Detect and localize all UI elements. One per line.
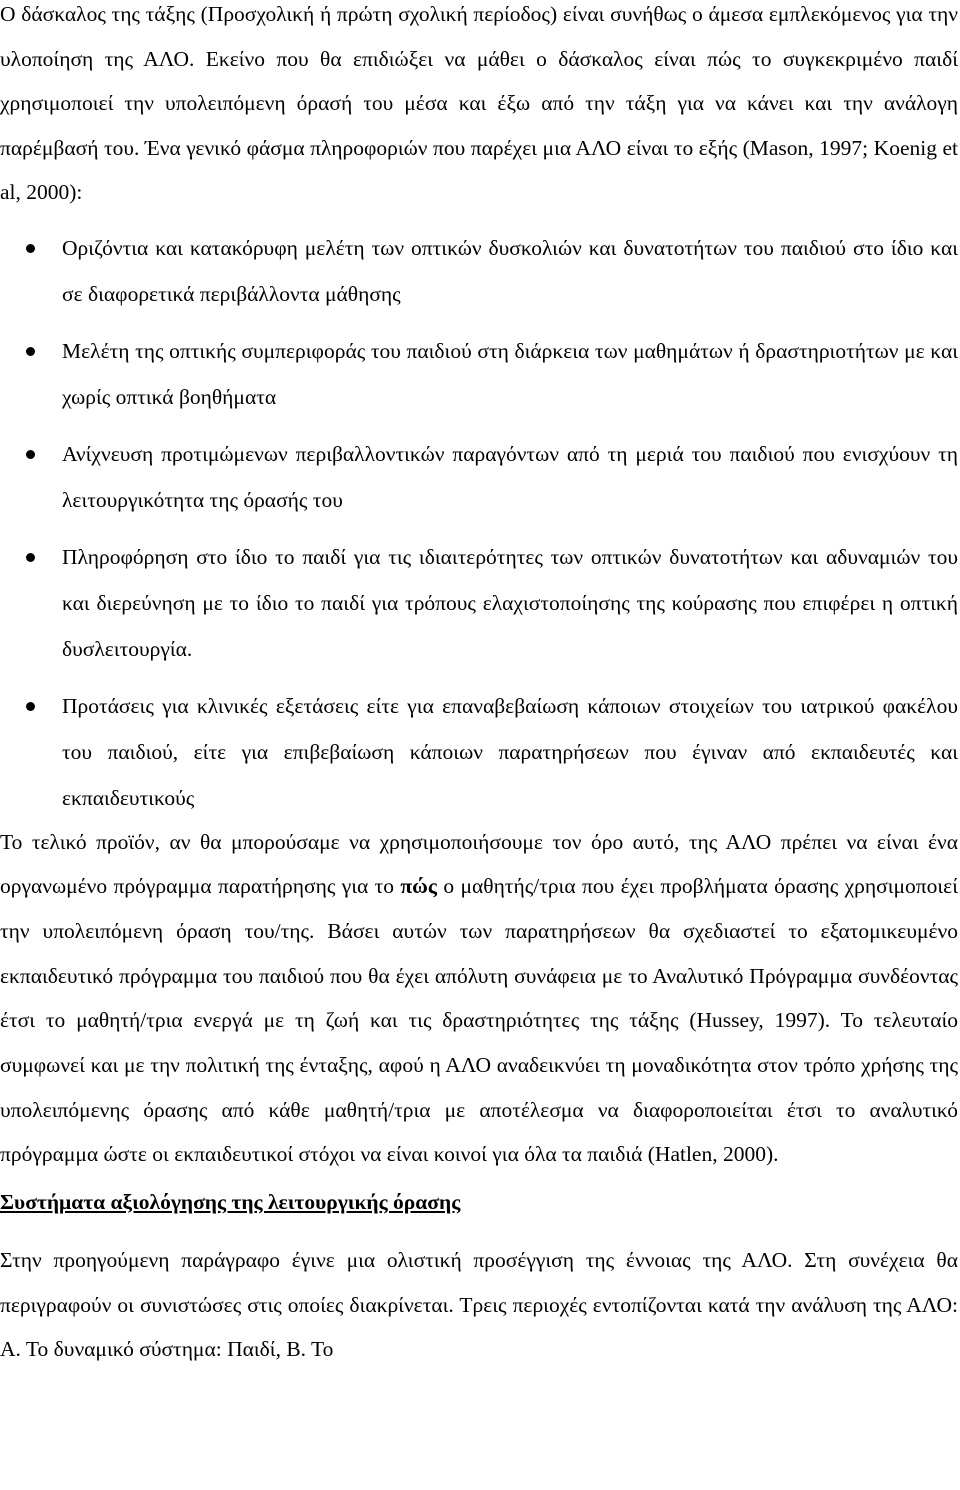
list-item-text: Ανίχνευση προτιμώμενων περιβαλλοντικών παραγόντων από τη μεριά του παιδιού που ενισχύουν τη λειτουργικότητα της όρασής του [62, 441, 958, 512]
bullet-icon [26, 702, 35, 711]
list-item [0, 683, 958, 821]
list-item [0, 328, 958, 420]
paragraph-final-product [0, 820, 958, 1178]
list-item [0, 431, 958, 523]
list-item [0, 534, 958, 672]
list-item-text: Μελέτη της οπτικής συμπεριφοράς του παιδιού στη διάρκεια των μαθημάτων ή δραστηριοτήτων με και χωρίς οπτικά βοηθήματα [62, 338, 958, 409]
list-item [0, 225, 958, 317]
list-item-text: Οριζόντια και κατακόρυφη μελέτη των οπτικών δυσκολιών και δυνατοτήτων του παιδιού στο ίδιο και σε διαφορετικά περιβάλλοντα μάθησης [62, 235, 958, 306]
paragraph-text: ο μαθητής/τρια που έχει προβλήματα όρασης χρησιμοποιεί την υπολειπόμενη όραση του/της. Βάσει αυτών των παρατηρήσεων θα σχεδιαστεί το εξατομικευμένο εκπαιδευτικό πρόγραμμα του παιδιού που θα έχει απόλυτη συνάφεια με το Αναλυτικό Πρόγραμμα συνδέοντας έτσι το μαθητή/τρια ενεργά με τη ζωή και τις δραστηριότητες της τάξης (Hussey, 1997). Το τελευταίο συμφωνεί και με την πολιτική της ένταξης, αφού η ΑΛΟ αναδεικνύει τη μοναδικότητα στον τρόπο χρήσης της υπολειπόμενης όρασης από κάθε μαθητή/τρια με αποτέλεσμα να διαφοροποιείται έτσι το αναλυτικό πρόγραμμα ώστε οι εκπαιδευτικοί στόχοι να είναι κοινοί για όλα τα παιδιά (Hatlen, 2000). [0, 874, 958, 1167]
paragraph-intro: Ο δάσκαλος της τάξης (Προσχολική ή πρώτη σχολική περίοδος) είναι συνήθως ο άμεσα εμπλεκόμενος για την υλοποίηση της ΑΛΟ. Εκείνο που θα επιδιώξει να μάθει ο δάσκαλος είναι πώς το συγκεκριμένο παιδί χρησιμοποιεί την υπολειπόμενη όρασή του μέσα και έξω από την τάξη για να κάνει και την ανάλογη παρέμβασή του. Ένα γενικό φάσμα πληροφοριών που παρέχει μια ΑΛΟ είναι το εξής (Mason, 1997; Koenig et al, 2000): [0, 2, 958, 204]
list-item-text: Πληροφόρηση στο ίδιο το παιδί για τις ιδιαιτερότητες των οπτικών δυνατοτήτων και αδυναμιών του και διερεύνηση με το ίδιο το παιδί για τρόπους ελαχιστοποίησης της κούρασης που επιφέρει η οπτική δυσλειτουργία. [62, 544, 958, 661]
bullet-icon [26, 553, 35, 562]
list-item-text: Προτάσεις για κλινικές εξετάσεις είτε για επαναβεβαίωση κάποιων στοιχείων του ιατρικού φακέλου του παιδιού, είτε για επιβεβαίωση κάποιων παρατηρήσεων που έγιναν από εκπαιδευτές και εκπαιδευτικούς [62, 693, 958, 810]
bullet-icon [26, 347, 35, 356]
paragraph-systems: Στην προηγούμενη παράγραφο έγινε μια ολιστική προσέγγιση της έννοιας της ΑΛΟ. Στη συνέχεια θα περιγραφούν οι συνιστώσες στις οποίες διακρίνεται. Τρεις περιοχές εντοπίζονται κατά την ανάλυση της ΑΛΟ: Α. Το δυναμικό σύστημα: Παιδί, Β. Το [0, 1248, 958, 1362]
paragraph-text: Το τελικό προϊόν, αν θα μπορούσαμε να χρησιμοποιήσουμε τον όρο αυτό, της ΑΛΟ πρέπει να είναι ένα οργανωμένο πρόγραμμα παρατήρησης για το [0, 829, 958, 899]
info-list [0, 225, 958, 821]
bullet-icon [26, 244, 35, 253]
emphasis-text: πώς [400, 874, 437, 899]
section-heading: Συστήματα αξιολόγησης της λειτουργικής όρασης [0, 1190, 461, 1215]
bullet-icon [26, 450, 35, 459]
